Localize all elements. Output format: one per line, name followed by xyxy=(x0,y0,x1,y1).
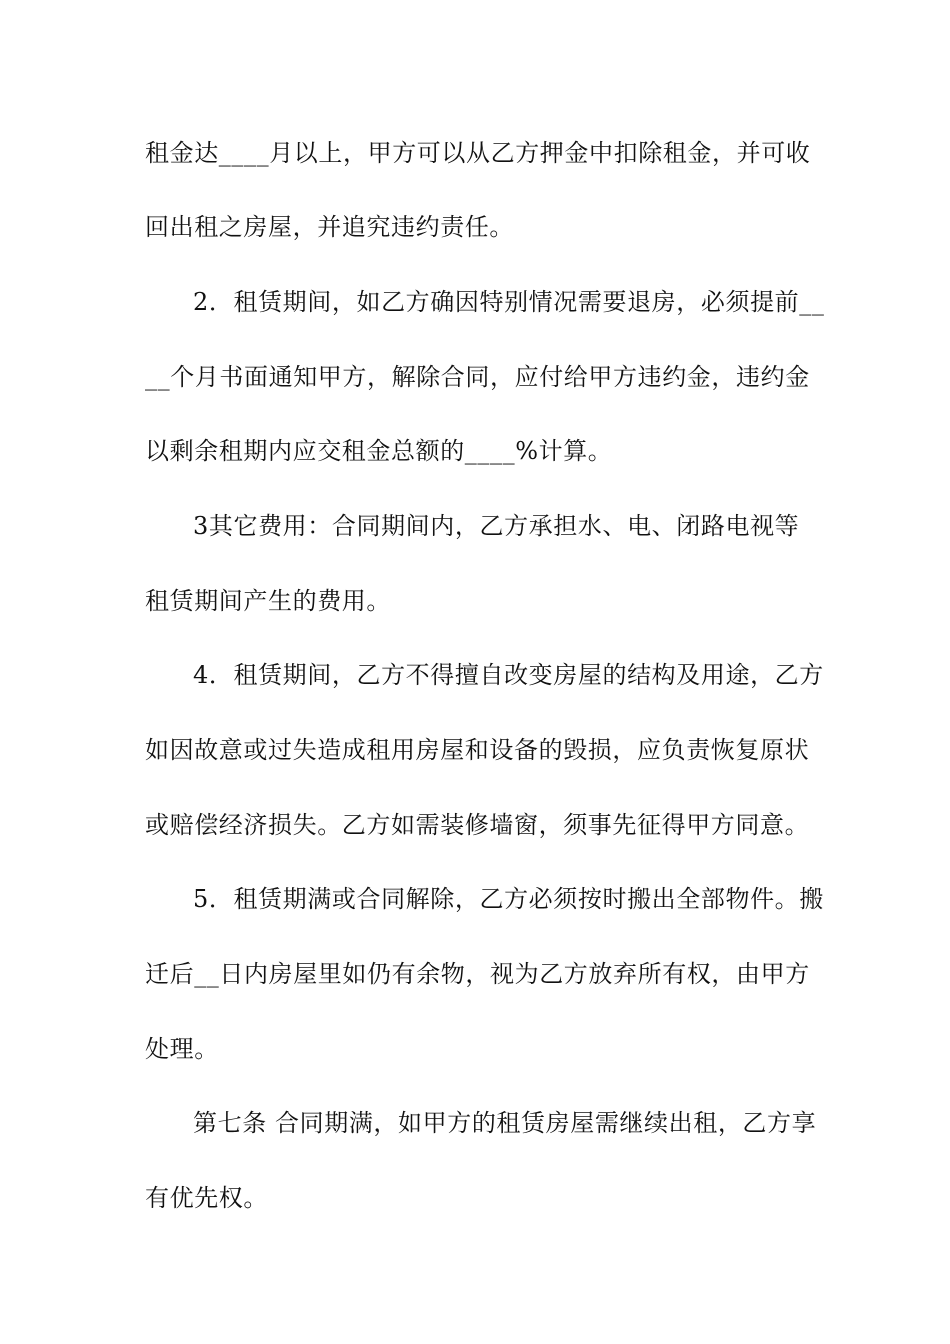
article-7-start: 第七条 合同期满，如甲方的租赁房屋需继续出租，乙方享 xyxy=(193,1109,817,1137)
text-line: 或赔偿经济损失。乙方如需装修墙窗，须事先征得甲方同意。 xyxy=(145,811,810,839)
text-line: 有优先权。 xyxy=(145,1184,268,1212)
text-line: __个月书面通知甲方，解除合同，应付给甲方违约金，违约金 xyxy=(145,363,810,391)
paragraph-2-start: 2．租赁期间，如乙方确因特别情况需要退房，必须提前__ xyxy=(193,288,825,316)
text-line: 以剩余租期内应交租金总额的____%计算。 xyxy=(145,437,613,465)
text-line: 如因故意或过失造成租用房屋和设备的毁损，应负责恢复原状 xyxy=(145,736,810,764)
text-line: 处理。 xyxy=(145,1035,219,1063)
text-line: 租赁期间产生的费用。 xyxy=(145,587,391,615)
text-line: 租金达____月以上，甲方可以从乙方押金中扣除租金，并可收 xyxy=(145,139,811,167)
paragraph-3-start: 3其它费用：合同期间内，乙方承担水、电、闭路电视等 xyxy=(193,512,800,540)
text-line: 回出租之房屋，并追究违约责任。 xyxy=(145,213,514,241)
text-line: 迁后__日内房屋里如仍有余物，视为乙方放弃所有权，由甲方 xyxy=(145,960,810,988)
paragraph-5-start: 5．租赁期满或合同解除，乙方必须按时搬出全部物件。搬 xyxy=(193,885,824,913)
paragraph-4-start: 4．租赁期间，乙方不得擅自改变房屋的结构及用途，乙方 xyxy=(193,661,824,689)
